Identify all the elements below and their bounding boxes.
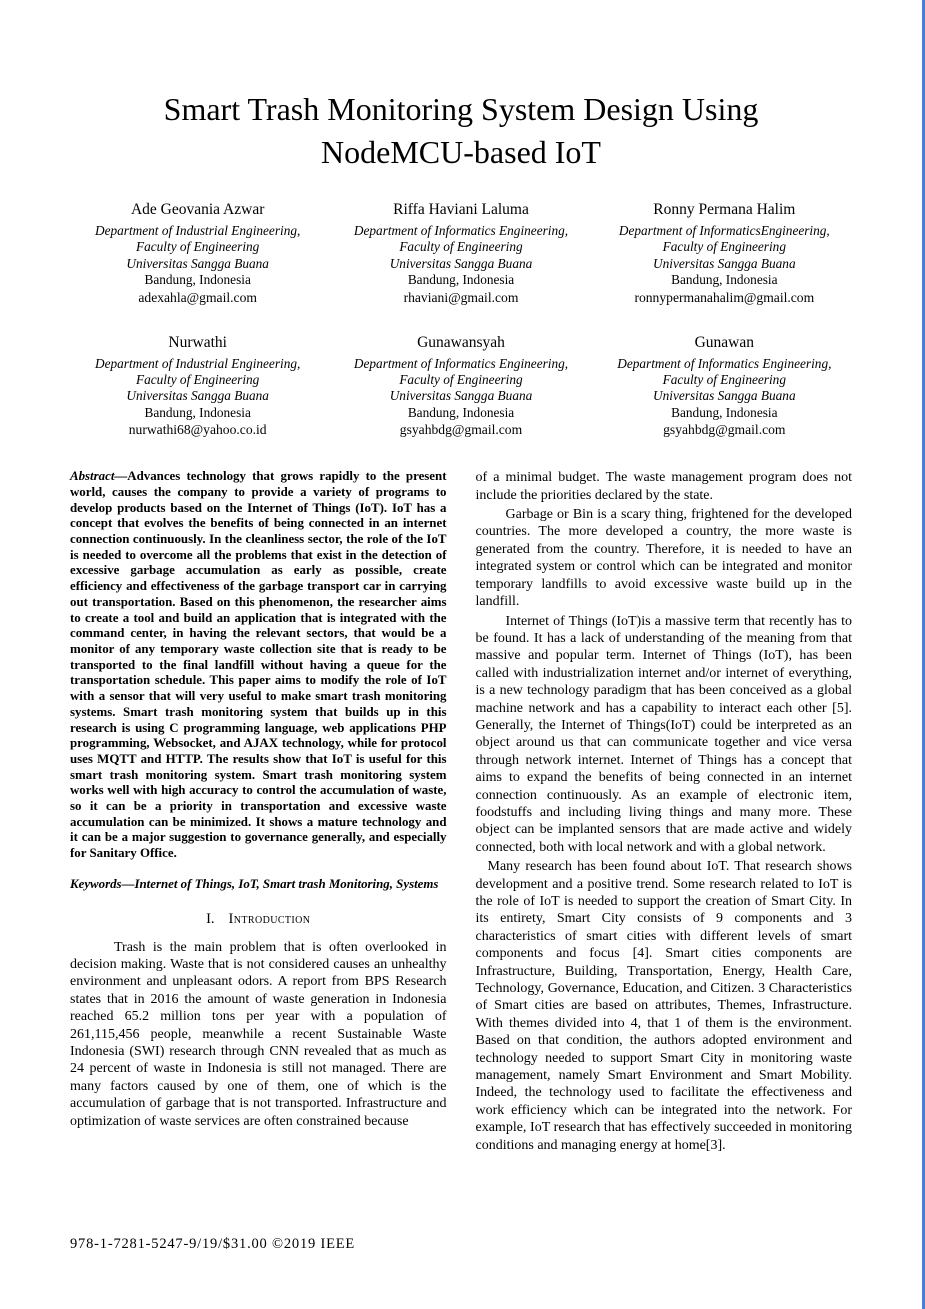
author-department: Department of InformaticsEngineering, (618, 223, 830, 238)
author-name: Gunawansyah (417, 333, 505, 351)
left-column (70, 469, 447, 1156)
author-email: rhaviani@gmail.com (403, 289, 519, 305)
author-email: ronnypermanahalim@gmail.com (634, 289, 815, 305)
author-city: Bandung, Indonesia (671, 404, 778, 420)
author-block-5 (333, 333, 588, 439)
author-block-2 (333, 200, 588, 306)
author-faculty: Faculty of Engineering (135, 372, 260, 388)
author-name: Riffa Haviani Laluma (393, 201, 529, 218)
author-block-4 (70, 333, 325, 439)
author-city: Bandung, Indonesia (407, 404, 515, 420)
abstract-label: Abstract— (70, 469, 128, 484)
author-email: gsyahbdg@gmail.com (399, 422, 523, 438)
author-faculty: Faculty of Engineering (662, 372, 786, 388)
author-university: Universitas Sangga Buana (389, 255, 533, 271)
keywords-label: Keywords— (70, 876, 135, 891)
author-department: Department of Informatics Engineering, (353, 355, 569, 371)
author-name: Ronny Permana Halim (653, 201, 796, 218)
paper-content (70, 0, 852, 1156)
author-department: Department of Informatics Engineering, (353, 223, 569, 238)
author-department: Department of Industrial Engineering, (94, 355, 301, 371)
paper-title-line1: Smart Trash Monitoring System Design Using (163, 91, 759, 127)
intro-paragraph-continuation: of a minimal budget. The waste management program does not include the priorities declared by the state. (475, 470, 852, 503)
abstract-paragraph (70, 469, 447, 862)
keywords-paragraph (70, 877, 447, 893)
author-email: gsyahbdg@gmail.com (663, 422, 786, 438)
section-heading-introduction (70, 911, 447, 928)
author-block-1 (70, 200, 325, 306)
author-city: Bandung, Indonesia (407, 272, 515, 288)
author-faculty: Faculty of Engineering (399, 239, 523, 255)
author-name: Nurwathi (168, 333, 227, 351)
author-email: nurwathi68@yahoo.co.id (128, 422, 267, 438)
author-faculty: Faculty of Engineering (135, 239, 260, 255)
author-university: Universitas Sangga Buana (126, 255, 269, 271)
author-city: Bandung, Indonesia (144, 404, 251, 420)
author-block-3 (597, 200, 852, 306)
section-number: I. (206, 910, 215, 927)
intro-paragraph-left: Trash is the main problem that is often overlooked in decision making. Waste that is not considered causes an unhealthy environment and unpleasant odors. A report from BPS Research states that in 2016 the amount of waste generation in Indonesia reached 65.2 million tons per year with a population of 261,115,456 people, meanwhile a recent Sustainable Waste Indonesia (SWI) research through CNN revealed that as much as 24 percent of waste in Indonesia is still not managed. There are many factors caused by one of them, one of which is the accumulation of garbage that is not transported. Infrastructure and optimization of waste services are often constrained because (70, 939, 447, 1129)
body-columns (70, 469, 852, 1156)
author-block-6 (597, 333, 852, 439)
author-faculty: Faculty of Engineering (399, 372, 523, 388)
author-name: Ade Geovania Azwar (130, 201, 265, 218)
right-column (476, 469, 853, 1156)
section-title: Introduction (228, 910, 311, 927)
author-name: Gunawan (694, 333, 755, 351)
author-university: Universitas Sangga Buana (653, 388, 796, 404)
author-university: Universitas Sangga Buana (653, 255, 796, 271)
author-university: Universitas Sangga Buana (389, 388, 533, 404)
copyright-notice: 978-1-7281-5247-9/19/$31.00 ©2019 IEEE (70, 1236, 356, 1252)
author-city: Bandung, Indonesia (671, 272, 778, 288)
paper-title (70, 88, 852, 174)
intro-paragraph-garbage: Garbage or Bin is a scary thing, frightened for the developed countries. The more developed a country, the more waste is generated from the country. Therefore, it is needed to have an integrated system or control which can be integrated and monitor temporary landfills to avoid excessive waste build up in the landfill. (475, 507, 852, 610)
author-university: Universitas Sangga Buana (126, 388, 269, 404)
author-department: Department of Informatics Engineering, (617, 355, 832, 371)
paper-title-line2: NodeMCU-based IoT (321, 134, 601, 170)
author-department: Department of Industrial Engineering, (94, 223, 301, 238)
author-faculty: Faculty of Engineering (662, 239, 786, 255)
abstract-text: Advances technology that grows rapidly to the present world, causes the company to provide a variety of programs to develop products based on the Internet of Things (IoT). IoT has a concept that evolves the benefits of being connected in an internet connection continuously. In the cleanliness sector, the role of the IoT is needed to overcome all the problems that exist in the detection of excessive garbage accumulation as early as possible, create efficiency and effectiveness of the garbage transport car in carrying out transportation. Based on this phenomenon, the researcher aims to create a tool and build an application that is integrated with the command center, in having the relevant sectors, that would be a monitor of any temporary waste collection site that is ready to be transported to the final landfill without having a queue for the transportation schedule. This paper aims to modify the role of IoT with a sensor that will very useful to make smart trash monitoring systems. Smart trash monitoring system that builds up in this research is using C programming language, web applications PHP programming, Websocket, and AJAX technology, while for protocol uses MQTT and HTTP. The results show that IoT is useful for this smart trash monitoring system. Smart trash monitoring system works well with high accuracy to control the accumulation of waste, so it can be a priority in transportation and excessive waste accumulation can be minimized. It shows a mature technology and it can be a major suggestion to governance generally, and especially for Sanitary Office. (70, 469, 447, 861)
author-city: Bandung, Indonesia (144, 272, 251, 288)
author-email: adexahla@gmail.com (138, 289, 257, 305)
intro-paragraph-iot: Internet of Things (IoT)is a massive term that recently has to be found. It has a lack of understanding of the meaning from that massive and popular term. Internet of Things (IoT), has been called with industrialization internet and/or internet of everything, is a new technology paradigm that has been conceived as a global machine network and has a capability to interact each other [5]. Generally, the Internet of Things(IoT) could be interpreted as an object around us that can communicate together and vice versa through network internet. Internet of Things has a concept that aims to expand the benefits of being connected in an internet connection continuously. As an example of electronic item, foodstuffs and including living things and many more. These object can be implanted sensors that are made active and widely connected, both with local network and with a global network. (475, 613, 852, 855)
authors-grid (70, 200, 852, 438)
keywords-text: Internet of Things, IoT, Smart trash Monitoring, Systems (134, 876, 439, 891)
intro-paragraph-research: Many research has been found about IoT. That research shows development and a positive trend. Some research related to IoT is the role of IoT is needed to support the creation of Smart City. In its entirety, Smart City consists of 9 components and 3 characteristics of smart cities with different levels of smart components and focus [4]. Smart cities components are Infrastructure, Building, Transportation, Energy, Health Care, Technology, Governance, Education, and Citizen. 3 Characteristics of Smart cities are based on attributes, Themes, Infrastructure. With themes divided into 4, that 1 of them is the environment. Based on that condition, the authors adopted environment and technology needed to support Smart City in monitoring waste management, namely Smart Environment and Smart Mobility. Indeed, the technology used to facilitate the effectiveness and work efficiency which can be integrated into the network. For example, IoT research that has effectively succeeded in monitoring conditions and managing energy at home[3]. (475, 859, 852, 1153)
